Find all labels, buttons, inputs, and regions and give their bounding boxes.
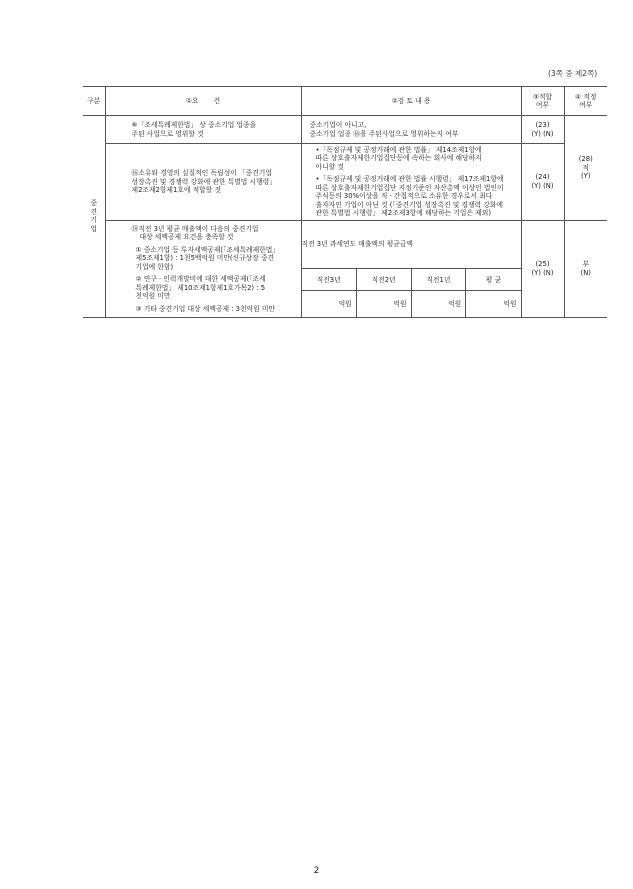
sales-header-2y: 직전2년 (356, 269, 411, 291)
fit-mark: (24) (535, 173, 550, 182)
category-char: 업 (90, 224, 98, 233)
requirement-line: 대상 세액공제 요건을 충족할 것 (139, 233, 234, 242)
decision-mark: (28) (578, 155, 593, 164)
header-decision (564, 87, 607, 116)
requirement-item-line: 기업에 한함) (135, 262, 174, 271)
requirement-line: ⑯소유와 경영의 실질적인 독립성이 「중견기업 (131, 169, 272, 178)
sales-header-3y: 직전3년 (302, 269, 357, 291)
requirement-item-line: 천억원 미만 (135, 292, 171, 301)
review-bullet-line: 아니할 것 (315, 162, 344, 171)
fit-check-25[interactable] (521, 220, 564, 317)
review-bullet-line: •「독점규제 및 공정거래에 관한 법률 시행령」 제17조제1항에 (315, 175, 504, 184)
requirement-line: ⑥「조세특례제한법」 상 중소기업 업종을 (131, 121, 257, 130)
header-review: ②검 토 내 용 (301, 87, 521, 116)
fit-mark: (25) (535, 260, 550, 269)
fit-mark: (23) (535, 121, 550, 130)
review-bullet-line: •「독점규제 및 공정거래에 관한 법률」 제14조제1항에 (315, 146, 482, 154)
sales-amount-2y[interactable]: 억원 (356, 291, 411, 317)
fit-check-23[interactable] (521, 116, 564, 144)
header-fit-line2: 여부 (535, 101, 550, 109)
review-bullet-line: 출자자인 기업이 아닌 것 (「중견기업 성장촉진 및 경쟁력 강화에 (315, 200, 503, 209)
sales-average-table (302, 221, 521, 317)
requirement-item-line: ③ 기타 중견기업 대상 세액공제 : 3천억원 미만 (135, 304, 275, 313)
sales-header-1y: 직전1년 (411, 269, 466, 291)
category-mid-size-enterprise (83, 116, 105, 318)
header-decision-line2: 여부 (579, 101, 593, 109)
review-business-type (301, 116, 521, 144)
requirement-item-line: ① 중소기업 등 투자세액공제(「조세특례제한법」 (135, 245, 280, 254)
mid-size-enterprise-review-table (83, 86, 607, 318)
decision-yn: (N) (580, 268, 591, 277)
review-line: 중소기업이 아니고, (309, 121, 367, 130)
review-bullet-line: 관한 특별법 시행령」 제2조제3항에 해당하는 기업은 제외) (315, 209, 492, 218)
header-requirement: ①요 건 (105, 87, 301, 116)
sales-header-average: 평 균 (466, 269, 521, 291)
decision-yn: (Y) (581, 172, 591, 181)
sales-amount-3y[interactable]: 억원 (302, 291, 357, 317)
requirement-business-type (105, 116, 301, 144)
fit-yn: (Y) (N) (531, 181, 554, 190)
review-bullet-line: 따른 상호출자제한기업집단등에 속하는 회사에 해당하지 (315, 154, 482, 163)
review-sales-revenue (301, 220, 521, 317)
requirement-item-line: 제5조제1항) : 1천5백억원 미만(신규상장 중견 (135, 254, 275, 263)
header-category: 구분 (83, 87, 105, 116)
decision-inappropriate[interactable] (564, 220, 607, 317)
header-decision-line1: ④ 적정 (575, 92, 597, 101)
sales-average-title: 직전 3년 과세연도 매출액의 평균금액 (302, 221, 521, 269)
header-fit (521, 87, 564, 116)
category-char: 견 (90, 207, 98, 216)
requirement-line: 주된 사업으로 영위할 것 (131, 129, 204, 138)
decision-label: 부 (582, 260, 590, 269)
header-fit-line1: ③적합 (532, 92, 553, 101)
page-count-note: (3쪽 중 제2쪽) (548, 69, 598, 78)
review-line: 중소기업 업종 ⑯을 주된사업으로 영위하는지 여부 (309, 129, 459, 138)
requirement-item-line: 특례제한법」 제10조제1항제1호가목2) : 5 (135, 283, 266, 292)
sales-amount-1y[interactable]: 억원 (411, 291, 466, 317)
sales-amount-average[interactable]: 억원 (466, 291, 521, 317)
fit-yn: (Y) (N) (531, 129, 554, 138)
fit-yn: (Y) (N) (531, 268, 554, 277)
requirement-line: 성장촉진 및 경쟁력 강화에 관한 특별법 시행령」 (131, 177, 277, 186)
review-independence (301, 144, 521, 221)
fit-check-24[interactable] (521, 144, 564, 221)
decision-appropriate[interactable] (564, 116, 607, 221)
requirement-independence (105, 144, 301, 221)
review-bullet-line: 따른 상호출자제한기업집단 지정기준인 자산총액 이상인 법인이 (315, 183, 504, 192)
decision-label: 적 (582, 163, 590, 172)
requirement-sales-revenue (105, 220, 301, 317)
category-char: 중 (90, 199, 98, 208)
requirement-line: 제2조제2항제1호에 적합할 것 (131, 186, 222, 195)
review-bullet-line: 주식등의 30%이상을 직 · 간접적으로 소유한 경우로서 최다 (315, 192, 493, 201)
requirement-item-line: ② 연구 · 인력개발비에 대한 세액공제(「조세 (135, 275, 266, 284)
requirement-line: ⑱직전 3년 평균 매출액이 다음의 중견기업 (131, 224, 259, 233)
page-number: 2 (313, 866, 320, 876)
category-char: 기 (90, 216, 98, 225)
